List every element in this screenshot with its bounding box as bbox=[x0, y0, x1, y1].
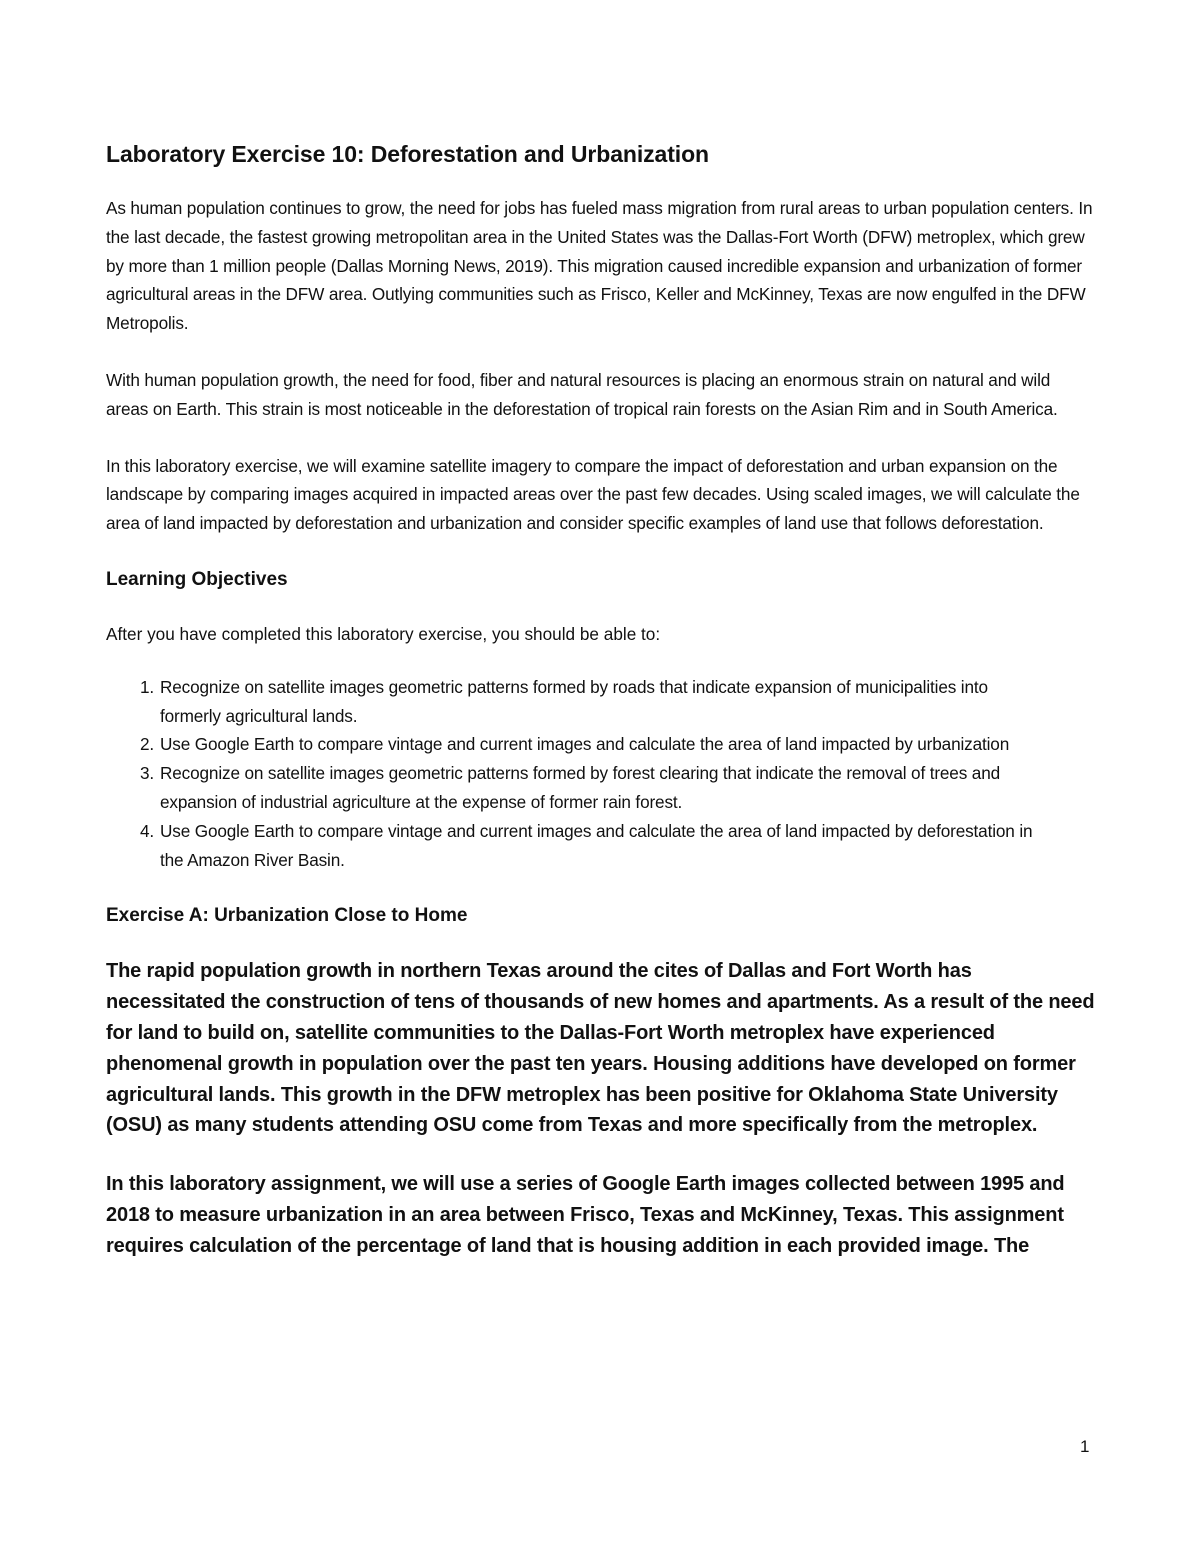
page-content bbox=[106, 138, 1096, 1290]
intro-paragraph-2: With human population growth, the need for food, fiber and natural resources is placing an enormous strain on natural and wild areas on Earth. This strain is most noticeable in the deforestation of tropical rain forests on the Asian Rim and in South America. bbox=[106, 369, 1058, 419]
objective-item bbox=[106, 759, 1096, 817]
objective-text: Recognize on satellite images geometric patterns formed by roads that indicate expansion of municipalities into formerly agricultural lands. bbox=[160, 676, 988, 726]
objective-item bbox=[106, 730, 1096, 759]
objective-number: 4. bbox=[139, 820, 154, 841]
exercise-a-heading: Exercise A: Urbanization Close to Home bbox=[106, 905, 468, 927]
objective-text: Use Google Earth to compare vintage and current images and calculate the area of land impacted by deforestation in the Amazon River Basin. bbox=[160, 820, 1033, 870]
intro-paragraph-3: In this laboratory exercise, we will examine satellite imagery to compare the impact of deforestation and urban expansion on the landscape by comparing images acquired in impacted areas over the past few decades. Using scaled images, we will calculate the area of land impacted by deforestation and urbanization and consider specific examples of land use that follows deforestation. bbox=[106, 455, 1080, 534]
objective-item bbox=[106, 673, 1096, 731]
exercise-paragraph-1: The rapid population growth in northern Texas around the cites of Dallas and Fort Worth has necessitated the construction of tens of thousands of new homes and apartments. As a result of the need for land to build on, satellite communities to the Dallas-Fort Worth metroplex have experienced phenomenal growth in population over the past ten years. Housing additions have developed on former agricultural lands. This growth in the DFW metroplex has been positive for Oklahoma State University (OSU) as many students attending OSU come from Texas and more specifically from the metroplex. bbox=[106, 960, 1095, 1137]
objective-text: Recognize on satellite images geometric patterns formed by forest clearing that indicate the removal of trees and expansion of industrial agriculture at the expense of former rain forest. bbox=[160, 763, 1001, 812]
objective-text: Use Google Earth to compare vintage and current images and calculate the area of land impacted by urbanization bbox=[160, 734, 1010, 755]
intro-paragraph-1: As human population continues to grow, the need for jobs has fueled mass migration from rural areas to urban population centers. In the last decade, the fastest growing metropolitan area in the United States was the Dallas-Fort Worth (DFW) metroplex, which grew by more than 1 million people (Dallas Morning News, 2019). This migration caused incredible expansion and urbanization of former agricultural areas in the DFW area. Outlying communities such as Frisco, Keller and McKinney, Texas are now engulfed in the DFW Metropolis. bbox=[106, 198, 1093, 334]
objectives-heading: Learning Objectives bbox=[106, 568, 288, 590]
page-number: 1 bbox=[1080, 1437, 1090, 1456]
objective-number: 3. bbox=[139, 763, 154, 784]
objectives-intro: After you have completed this laboratory exercise, you should be able to: bbox=[106, 623, 661, 644]
objective-number: 2. bbox=[139, 734, 154, 755]
document-title: Laboratory Exercise 10: Deforestation and Urbanization bbox=[106, 141, 709, 167]
exercise-paragraph-2: In this laboratory assignment, we will use a series of Google Earth images collected between 1995 and 2018 to measure urbanization in an area between Frisco, Texas and McKinney, Texas. This assignment requires calculation of the percentage of land that is housing addition in each provided image. The bbox=[106, 1173, 1065, 1257]
objective-item bbox=[106, 817, 1096, 875]
objectives-list bbox=[106, 673, 1096, 875]
objective-number: 1. bbox=[139, 676, 154, 697]
